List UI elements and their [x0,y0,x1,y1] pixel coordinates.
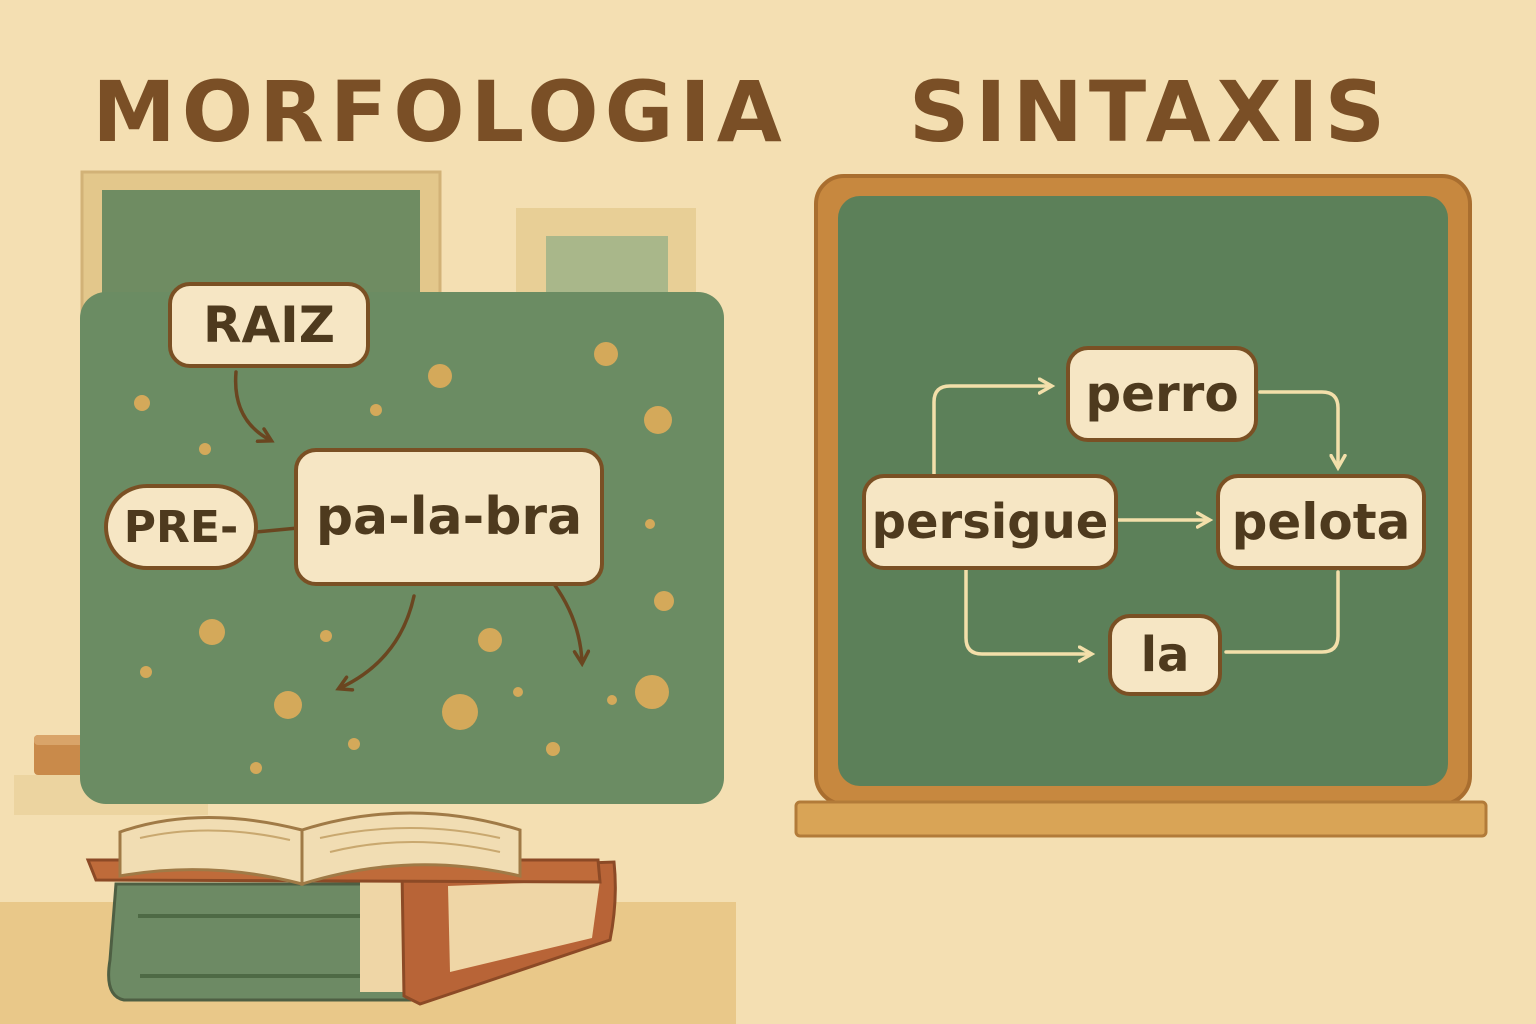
prefix-box: PRE- [104,484,258,570]
morfologia-title: MORFOLOGIA [92,63,788,161]
node-la: la [1108,614,1222,696]
node-perro: perro [1066,346,1258,442]
books-illustration [0,813,736,1024]
word-syllables-box: pa-la-bra [294,448,604,586]
raiz-box: RAIZ [168,282,370,368]
node-persigue: persigue [862,474,1118,570]
sintaxis-title: SINTAXIS [908,63,1392,161]
node-pelota: pelota [1216,474,1426,570]
